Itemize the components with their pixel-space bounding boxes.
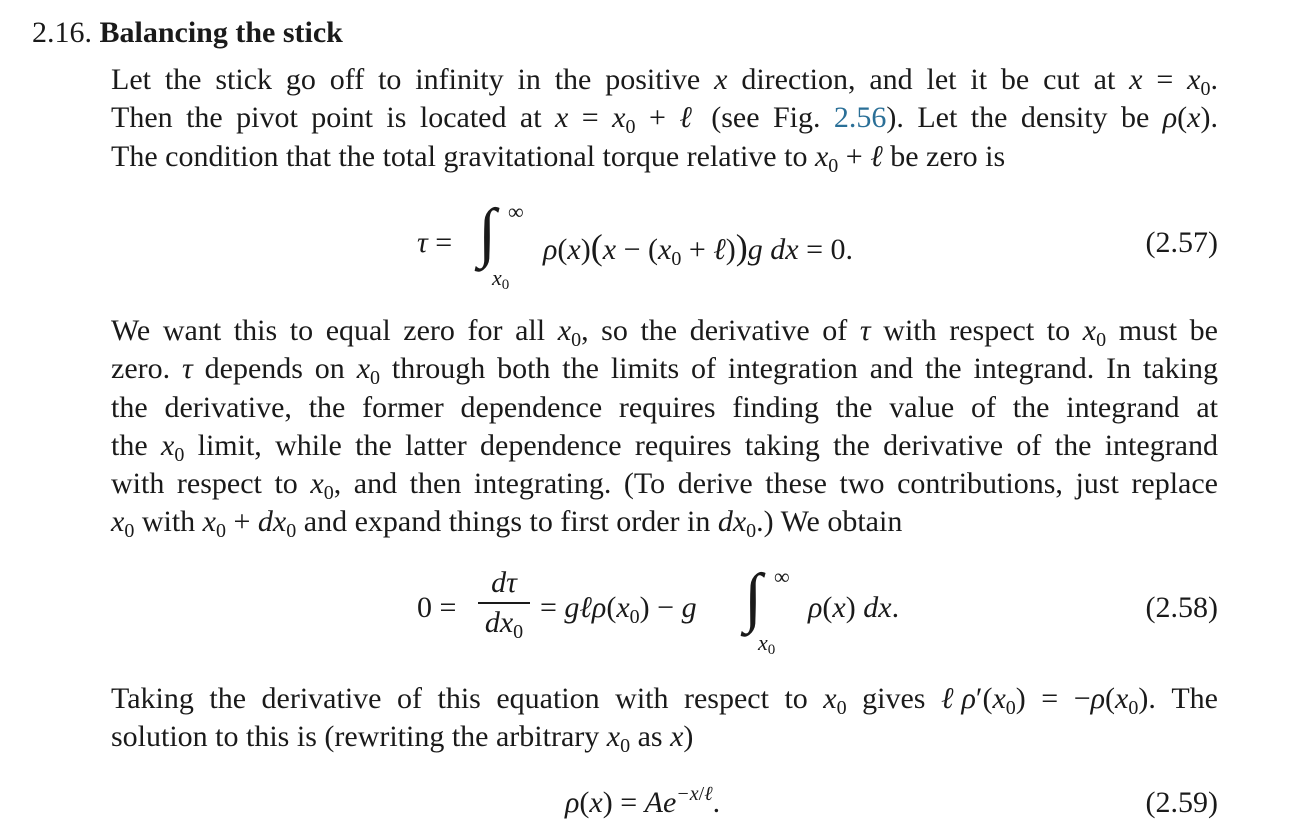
integral-sign-2: ∫ <box>744 561 763 634</box>
para2-line-3: the derivative, the former dependence requires finding the value of the integrand at <box>111 390 1218 424</box>
paragraph-2 <box>111 312 1218 542</box>
para1-line-1: Let the stick go off to infinity in the positive x direction, and let it be cut at $x = x_0$. <box>111 63 1218 100</box>
para2-line-6: $x_0$ with $x_0 + dx_0$ and expand things to first order in $dx_0$.) We obtain <box>111 505 903 543</box>
fraction-bar <box>478 602 530 604</box>
derivative-fraction <box>478 566 530 643</box>
equation-number-2-58: (2.58) <box>1145 591 1218 624</box>
equation-2-58-middle: = $g\ell\rho(x_0) - g$ <box>540 591 697 628</box>
integral-lower-limit: $x_0$ <box>492 265 510 293</box>
equation-2-59: $\rho(x) = Ae^{-x/\ell}$. <box>565 783 721 819</box>
para2-line-5: with respect to $x_0$, and then integrating. (To derive these two contributions, just replace <box>111 467 1218 505</box>
equation-2-57-lhs: τ = <box>417 226 453 259</box>
section-title: Balancing the stick <box>99 16 343 49</box>
integral-upper-limit-2: ∞ <box>774 564 790 589</box>
integral-sign: ∫ <box>478 196 497 269</box>
equation-number-2-57: (2.57) <box>1145 226 1218 259</box>
integral-lower-limit-2: $x_0$ <box>758 630 776 658</box>
paragraph-3 <box>111 680 1218 757</box>
para3-line-1: Taking the derivative of this equation with respect to $x_0$ gives $\ell\rho'(x_0) = -\rho(x_0)$. The <box>111 682 1218 719</box>
para2-line-2: zero. τ depends on $x_0$ through both the limits of integration and the integrand. In taking <box>111 352 1218 390</box>
paragraph-1 <box>111 61 1218 176</box>
para1-line-2: Then the pivot point is located at $x = x_0$ + ℓ (see Fig. 2.56). Let the density be ρ(x). <box>111 101 1218 139</box>
section-number: 2.16. <box>32 16 92 49</box>
para1-line-3: The condition that the total gravitational torque relative to $x_0$ + ℓ be zero is <box>111 139 1006 177</box>
para3-line-2: solution to this is (rewriting the arbitrary $x_0$ as x) <box>111 720 694 758</box>
fraction-denominator: $dx_0$ <box>484 605 524 643</box>
section-heading <box>32 14 343 52</box>
equation-2-58-body: ρ(x) dx. <box>808 591 900 624</box>
fraction-numerator: dτ <box>491 566 517 599</box>
figure-link[interactable]: 2.56 <box>833 101 887 135</box>
integral-upper-limit: ∞ <box>508 199 524 224</box>
equation-number-2-59: (2.59) <box>1145 786 1218 819</box>
equation-2-57-body: $\rho(x)(x - (x_0$ + ℓ))g dx = 0. <box>543 227 853 270</box>
para2-line-4: the $x_0$ limit, while the latter dependence requires taking the derivative of the integrand <box>111 428 1219 466</box>
equation-2-58-lhs: 0 = <box>417 591 457 624</box>
para2-line-1: We want this to equal zero for all $x_0$, so the derivative of τ with respect to $x_0$ must be <box>111 314 1218 351</box>
